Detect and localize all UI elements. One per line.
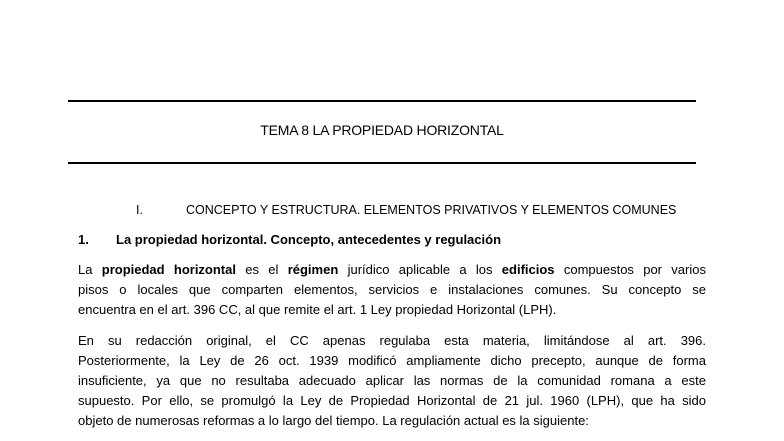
subsection-number: 1. bbox=[78, 232, 89, 247]
subsection-text: La propiedad horizontal. Concepto, antecedentes y regulación bbox=[116, 232, 502, 247]
paragraph-1-line-3: encuentra en el art. 396 CC, al que remite el art. 1 Ley propiedad Horizontal (LPH). bbox=[78, 302, 557, 317]
section-heading bbox=[136, 203, 676, 217]
document-title: TEMA 8 LA PROPIEDAD HORIZONTAL bbox=[260, 122, 504, 138]
subsection-heading bbox=[78, 232, 501, 247]
paragraph-2 bbox=[78, 331, 706, 431]
paragraph-2-line-2: Posteriormente, la Ley de 26 oct. 1939 modificó ampliamente dicho precepto, aunque de forma bbox=[78, 353, 706, 368]
paragraph-2-line-1: En su redacción original, el CC apenas regulaba esta materia, limitándose al art. 396. bbox=[78, 333, 706, 348]
paragraph-1-line-1: La propiedad horizontal es el régimen jurídico aplicable a los edificios compuestos por varios bbox=[78, 262, 706, 277]
section-text: CONCEPTO Y ESTRUCTURA. ELEMENTOS PRIVATIVOS Y ELEMENTOS COMUNES bbox=[186, 203, 677, 217]
title-top-rule bbox=[68, 100, 696, 102]
paragraph-1 bbox=[78, 260, 706, 320]
section-number: I. bbox=[136, 203, 143, 217]
title-bottom-rule bbox=[68, 162, 696, 164]
paragraph-1-line-2: pisos o locales que comparten elementos, servicios e instalaciones comunes. Su concepto se bbox=[78, 282, 706, 297]
paragraph-2-line-3: insuficiente, ya que no resultaba adecuado aplicar las normas de la comunidad romana a este bbox=[78, 373, 706, 388]
paragraph-2-line-5: objeto de numerosas reformas a lo largo del tiempo. La regulación actual es la siguiente: bbox=[78, 413, 589, 428]
paragraph-2-line-4: supuesto. Por ello, se promulgó la Ley de Propiedad Horizontal de 21 jul. 1960 (LPH), que ha sido bbox=[78, 393, 706, 408]
